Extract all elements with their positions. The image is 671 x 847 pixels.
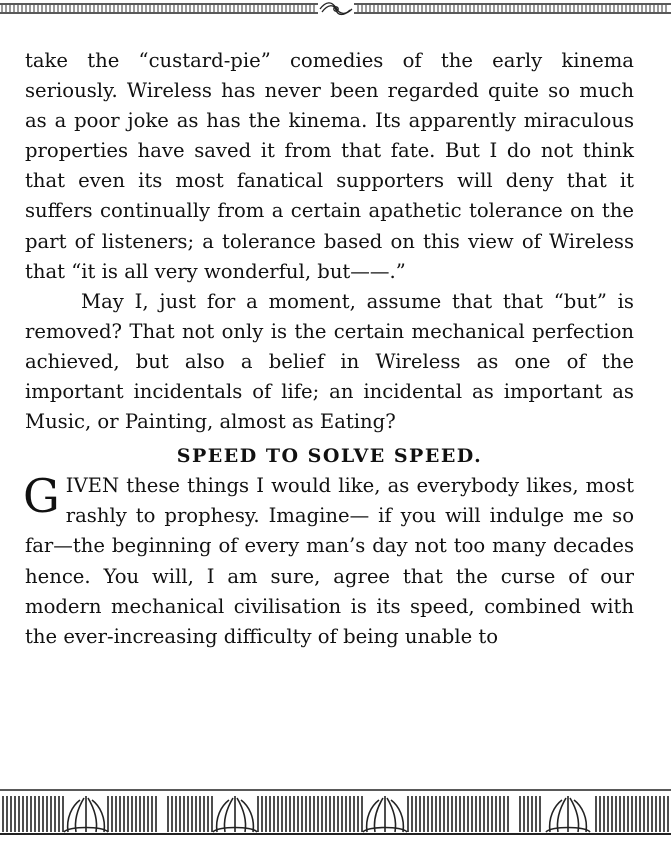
paragraph-1: take the “custard-pie” comedies of the early kinema seriously. Wireless has never been regarded quite so much as a poor joke as has the kinema. Its apparently miraculous properties have saved it from that fate. But I do not think that even its most fanatical supporters will deny that it suffers continually from a certain apathetic tolerance on the part of listeners; a tolerance based on this view of Wireless that “it is all very wonderful, but——.” (25, 49, 634, 283)
bottom-palmette-frieze (0, 788, 671, 838)
paragraph-2: May I, just for a moment, assume that that “but” is removed? That not only is the certain mechanical perfection achieved, but also a belief in Wireless as one of the important incidentals of life; an incidental as important as Music, or Painting, almost as Eating? (25, 289, 634, 434)
drop-cap-letter: G (23, 469, 60, 524)
paragraph-3 (25, 471, 634, 652)
top-ornamental-rule (0, 0, 671, 26)
article-body (25, 46, 634, 652)
paragraph-3-text: IVEN these things I would like, as everybody likes, most rashly to prophesy. Imagine— if you will indulge me so far—the beginning of every man’s day not too many decades hence. You will, I am sure, agree that the curse of our modern mechanical civilisation is its speed, combined with the ever-increasing difficulty of being unable to (25, 474, 634, 648)
center-scroll-ornament (320, 3, 352, 15)
palmette-ornaments (64, 796, 590, 832)
section-heading: SPEED TO SOLVE SPEED. (176, 445, 483, 468)
